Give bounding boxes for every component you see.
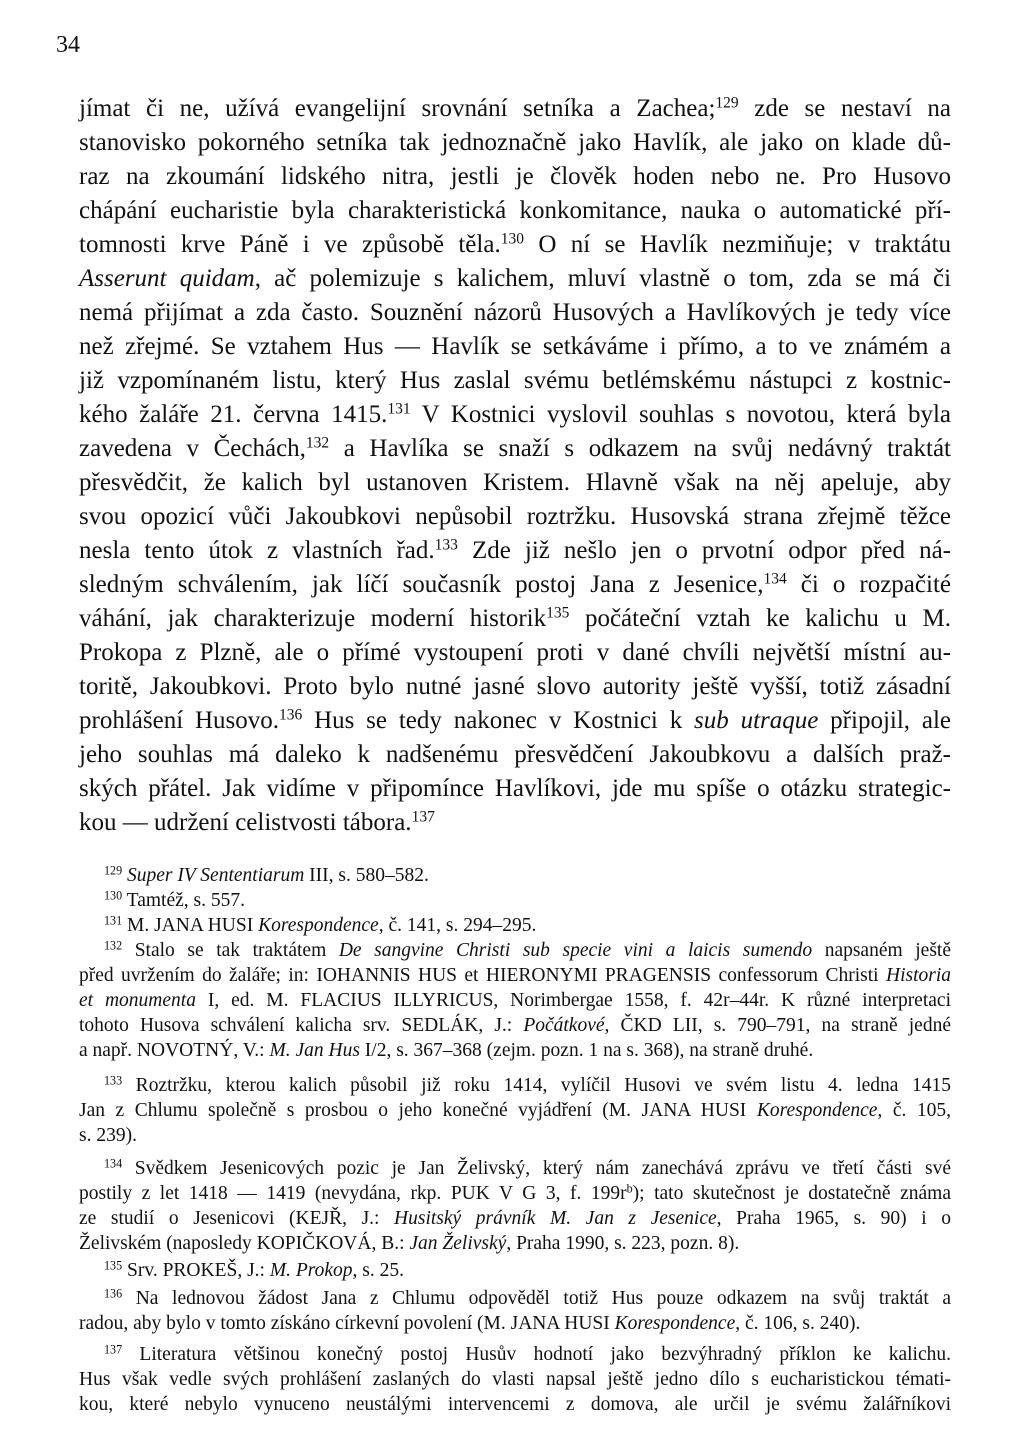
footnote-line: $^{133}$ Roztržku, kterou kalich působil již roku 1414, vylíčil Husovi ve svém listu 4. ledna 1415 — [104, 1073, 951, 1096]
page-number: 34 — [56, 32, 80, 58]
footnote-line: postily z let 1418 — 1419 (nevydána, rkp. PUK V G 3, f. $199r^b$); tato skutečnost je dostatečně známa — [79, 1181, 951, 1204]
body-line: stanovisko pokorného setníka tak jednoznačně jako Havlík, ale jako on klade dů- — [79, 129, 951, 156]
footnote-line: a např. NOVOTNÝ, V.: M. Jan Hus I/2, s. 367–368 (zejm. pozn. 1 na s. 368), na straně druhé. — [79, 1040, 814, 1061]
footnote-line: Želivském (naposledy KOPIČKOVÁ, B.: Jan Želivský, Praha 1990, s. 223, pozn. 8). — [79, 1233, 740, 1254]
body-line: prohlášení Husovo.$^{136}$ Hus se tedy nakonec v Kostnici k sub utraque připojil, ale — [79, 706, 952, 734]
footnote-line: $^{131}$ M. JANA HUSI Korespondence, č. 141, s. 294–295. — [104, 913, 537, 936]
body-line: tomnosti krve Páně i ve způsobě těla.$^{130}$ O ní se Havlík nezmiňuje; v traktátu — [79, 230, 952, 258]
body-line: zavedena v Čechách,$^{132}$ a Havlíka se snaží s odkazem na svůj nedávný traktát — [79, 434, 951, 462]
body-line: Prokopa z Plzně, ale o přímé vystoupení proti v dané chvíli největší místní au- — [79, 639, 951, 666]
body-line: svou opozicí vůči Jakoubkovi nepůsobil roztržku. Husovská strana zřejmě těžce — [79, 503, 951, 530]
body-line: nemá přijímat a zda často. Souznění názorů Husových a Havlíkových je tedy více — [79, 299, 951, 326]
footnote-line: et monumenta I, ed. M. FLACIUS ILLYRICUS, Norimbergae 1558, f. 42r–44r. K různé interpretaci — [79, 990, 951, 1011]
footnote-line: $^{136}$ Na lednovou žádost Jana z Chlumu odpověděl totiž Hus pouze odkazem na svůj traktát a — [104, 1286, 951, 1309]
footnote-line: $^{135}$ Srv. PROKEŠ, J.: M. Prokop, s. 25. — [104, 1258, 405, 1281]
body-line: již vzpomínaném listu, který Hus zaslal svému betlémskému nástupci z kostnic- — [79, 367, 951, 394]
footnote-line: ze studií o Jesenicovi (KEJŘ, J.: Husitský právník M. Jan z Jesenice, Praha 1965, s. 90) i o — [79, 1208, 951, 1229]
body-line: přesvědčit, že kalich byl ustanoven Kristem. Hlavně však na něj apeluje, aby — [79, 469, 951, 496]
footnote-line: $^{132}$ Stalo se tak traktátem De sangvine Christi sub specie vini a laicis sumendo napsaném ještě — [104, 938, 951, 961]
body-line: sledným schválením, jak líčí současník postoj Jana z Jesenice,$^{134}$ či o rozpačité — [79, 570, 951, 598]
body-line: Asserunt quidam, ač polemizuje s kalichem, mluví vlastně o tom, zda se má či — [79, 265, 952, 292]
body-line: kého žaláře 21. června 1415.$^{131}$ V Kostnici vyslovil souhlas s novotou, která byla — [79, 400, 951, 428]
body-line: jeho souhlas má daleko k nadšenému přesvědčení Jakoubkovu a dalších praž- — [79, 741, 951, 768]
body-line: toritě, Jakoubkovi. Proto bylo nutné jasné slovo autority ještě vyšší, totiž zásadní — [79, 673, 951, 700]
footnote-line: Jan z Chlumu společně s prosbou o jeho konečné vyjádření (M. JANA HUSI Korespondence, č. 105, — [79, 1100, 951, 1121]
body-line: nesla tento útok z vlastních řad.$^{133}$ Zde již nešlo jen o prvotní odpor před ná- — [79, 536, 951, 564]
body-line: kou — udržení celistvosti tábora.$^{137}$ — [79, 808, 435, 836]
body-line: než zřejmé. Se vztahem Hus — Havlík se setkáváme i přímo, a to ve známém a — [79, 333, 951, 360]
body-line: váhání, jak charakterizuje moderní historik$^{135}$ počáteční vztah ke kalichu u M. — [79, 604, 951, 632]
footnote-line: před uvržením do žaláře; in: IOHANNIS HUS et HIERONYMI PRAGENSIS confessorum Christi Historia — [79, 965, 951, 986]
body-line: jímat či ne, užívá evangelijní srovnání setníka a Zachea;$^{129}$ zde se nestaví na — [79, 94, 951, 122]
footnote-line: kou, které nebylo vynuceno neustálými intervencemi z domova, ale určil je svému žalářníkovi — [79, 1394, 951, 1415]
footnote-line: Hus však vedle svých prohlášení zaslaných do vlasti napsal ještě jedno dílo s eucharistickou témati- — [79, 1369, 951, 1390]
body-line: raz na zkoumání lidského nitra, jestli je člověk hoden nebo ne. Pro Husovo — [79, 163, 951, 190]
body-line: ských přátel. Jak vidíme v připomínce Havlíkovi, jde mu spíše o otázku strategic- — [79, 775, 951, 802]
footnote-line: tohoto Husova schválení kalicha srv. SEDLÁK, J.: Počátkové, ČKD LII, s. 790–791, na straně jedné — [79, 1015, 951, 1036]
footnote-line: $^{137}$ Literatura většinou konečný postoj Husův hodnotí jako bezvýhradný příklon ke kalichu. — [104, 1342, 951, 1365]
footnote-line: radou, aby bylo v tomto získáno církevní povolení (M. JANA HUSI Korespondence, č. 106, s. 240). — [79, 1313, 861, 1334]
footnote-line: $^{129}$ Super IV Sententiarum III, s. 580–582. — [104, 863, 429, 886]
footnote-line: $^{134}$ Svědkem Jesenicových pozic je Jan Želivský, který nám zanechává zprávu ve třetí části své — [104, 1156, 951, 1179]
footnote-line: $^{130}$ Tamtéž, s. 557. — [104, 888, 245, 911]
body-line: chápání eucharistie byla charakteristická konkomitance, nauka o automatické pří- — [79, 197, 951, 224]
footnote-line: s. 239). — [79, 1125, 137, 1146]
